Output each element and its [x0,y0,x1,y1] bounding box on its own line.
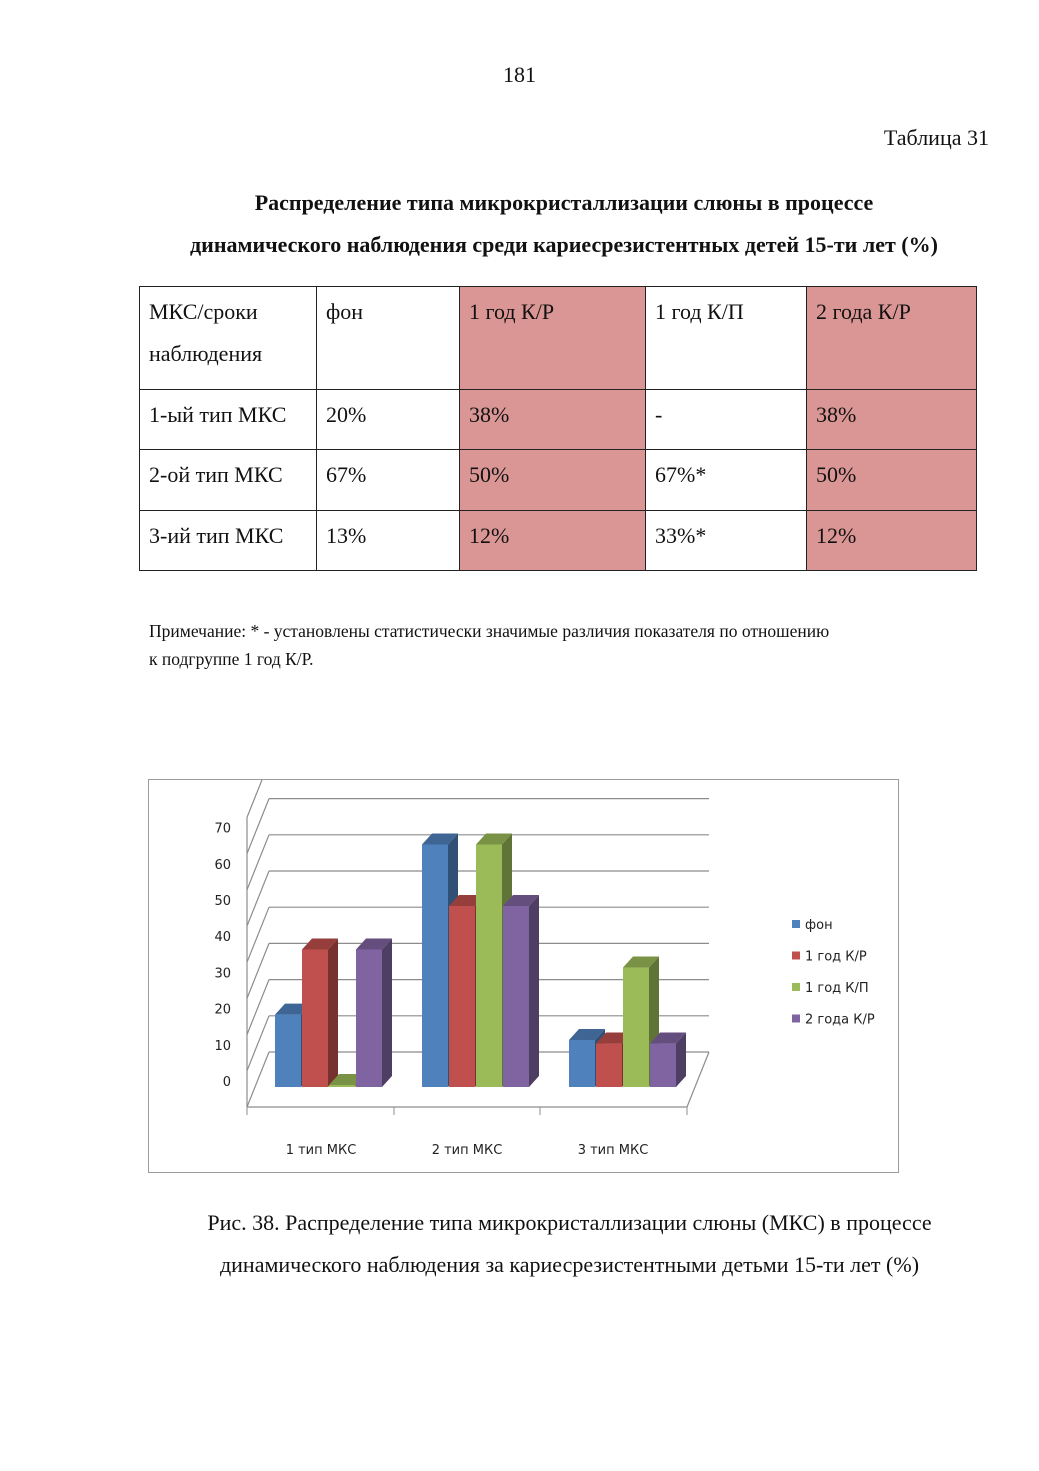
bar [650,1033,686,1087]
bar [503,895,539,1087]
chart-legend [792,918,875,1028]
legend-label: 1 год К/Р [805,949,867,965]
table-title [140,182,988,266]
chart-x-ticks [286,1143,649,1158]
table-cell: 33%* [646,511,807,571]
note-line1: Примечание: * - установлены статистически значимые различия показателя по отношению [149,621,830,641]
gridline-side [247,1052,269,1107]
gridline-side [247,907,269,962]
table-note [149,617,989,673]
legend-label: 1 год К/П [805,981,869,996]
bar-side [529,895,539,1087]
table-cell: 12% [807,511,977,571]
figure-caption-line2: динамического наблюдения за кариесрезистентными детьми 15-ти лет (%) [219,1252,920,1277]
page-number: 181 [503,62,536,87]
table-row [140,511,977,571]
bar [356,938,392,1087]
table-header-row [140,287,977,390]
y-tick-label: 10 [214,1038,231,1054]
table-cell: 50% [460,450,646,511]
legend-swatch [792,920,800,928]
gridline-side [247,835,269,890]
note-line2: к подгруппе 1 год К/Р. [149,649,314,669]
bar-front [650,1044,676,1087]
gridline-side [247,943,269,998]
table-cell: 38% [460,390,646,450]
table-cell: 67%* [646,450,807,511]
bar-front [356,949,382,1087]
floor-right [687,1052,709,1107]
bar [302,938,338,1087]
bar-front [569,1040,595,1087]
data-table [139,286,977,571]
bar-front [596,1044,622,1087]
bar-front [476,844,502,1087]
table-row [140,390,977,450]
gridline-side [247,799,269,854]
y-tick-label: 20 [214,1002,231,1018]
table-cell: 38% [807,390,977,450]
table-cell: - [646,390,807,450]
bar-side [328,938,338,1087]
table-cell: 20% [317,390,460,450]
y-tick-label: 60 [214,857,231,873]
table-cell: 12% [460,511,646,571]
table-cell: 50% [807,450,977,511]
bar-chart [149,780,898,1172]
x-tick-label: 1 тип МКС [285,1143,357,1158]
chart-y-ticks [214,822,231,1090]
bar-front [422,844,448,1087]
bar-front [503,906,529,1087]
chart-frame [148,779,899,1173]
table-cell: 2-ой тип МКС [140,450,317,511]
table-cell: 67% [317,450,460,511]
gridline-side [247,1016,269,1071]
bar-front [275,1015,301,1087]
y-tick-label: 30 [214,966,231,982]
table-cell: 13% [317,511,460,571]
figure-caption-line1: Рис. 38. Распределение типа микрокристаллизации слюны (МКС) в процессе [207,1210,932,1235]
bar-front [329,1085,355,1087]
bar-front [302,949,328,1087]
table-cell: 3-ий тип МКС [140,511,317,571]
y-tick-label: 40 [214,930,231,946]
figure-caption [100,1202,1039,1286]
header-cell: 1 год К/П [646,287,807,390]
legend-label: фон [805,918,833,933]
header-cell: фон [317,287,460,390]
legend-swatch [792,983,800,991]
bar-front [449,906,475,1087]
legend-label: 2 года К/Р [805,1012,875,1028]
gridline-side [247,780,269,817]
table-row [140,450,977,511]
bar-front [623,968,649,1087]
table-title-line1: Распределение типа микрокристаллизации слюны в процессе [254,190,874,215]
y-tick-label: 70 [214,821,231,837]
table-cell: 1-ый тип МКС [140,390,317,450]
bar-side [382,938,392,1087]
y-tick-label: 50 [214,894,231,909]
legend-swatch [792,952,800,960]
header-cell: 2 года К/Р [807,287,977,390]
x-tick-label: 3 тип МКС [577,1143,649,1158]
table-caption: Таблица 31 [883,125,989,150]
x-tick-label: 2 тип МКС [431,1143,503,1158]
legend-swatch [792,1015,800,1023]
header-cell: МКС/сроки наблюдения [140,287,317,390]
table-title-line2: динамического наблюдения среди кариесрезистентных детей 15-ти лет (%) [190,232,938,257]
gridline-side [247,980,269,1035]
y-tick-label: 0 [222,1075,231,1090]
gridline-side [247,871,269,926]
header-cell: 1 год К/Р [460,287,646,390]
